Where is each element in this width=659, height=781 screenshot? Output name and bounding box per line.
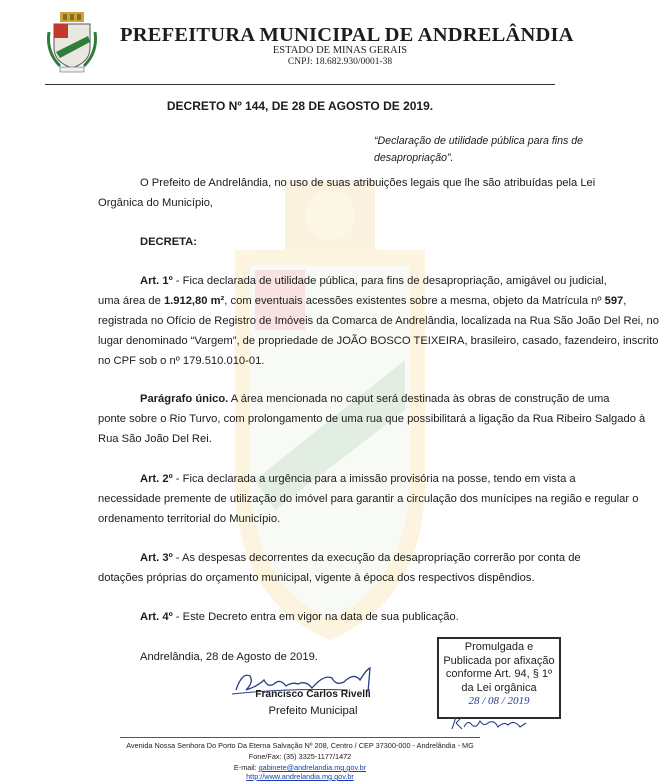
- art3-line: [140, 548, 581, 568]
- art1-line: lugar denominado “Vargem”, de propriedade de JOÃO BOSCO TEIXEIRA, brasileiro, casado, fazendeiro, inscrito: [98, 335, 659, 347]
- art1-text: , com eventuais acessões existentes sobre a mesma, objeto da Matrícula nº: [224, 295, 605, 307]
- art1-line: registrada no Ofício de Registro de Imóveis da Comarca de Andrelândia, localizada na Rua São João Del Rei, no: [98, 315, 659, 327]
- art2-label: Art. 2º: [140, 473, 173, 485]
- paragraph-text: A área mencionada no caput será destinada às obras de construção de uma: [228, 393, 610, 405]
- header-divider: [45, 84, 555, 85]
- stamp-date: 28 / 08 / 2019: [468, 695, 530, 707]
- preamble-line: Orgânica do Município,: [98, 197, 214, 209]
- footer-address: Avenida Nossa Senhora Do Porto Da Eterna Salvação Nº 208, Centro / CEP 37300-000 - Andrelândia - MG: [126, 741, 474, 750]
- art2-line: necessidade premente de utilização do imóvel para garantir a circulação dos munícipes na região e regular o: [98, 493, 639, 505]
- art1-label: Art. 1º: [140, 275, 173, 287]
- art2-text: - Fica declarada a urgência para a imissão provisória na posse, tendo em vista a: [172, 473, 576, 485]
- art2-line: ordenamento territorial do Município.: [98, 513, 281, 525]
- paragraph-line: [140, 389, 610, 409]
- decreta-heading: DECRETA:: [140, 236, 197, 248]
- footer-site-line: [0, 772, 600, 781]
- footer-email-link[interactable]: gabinete@andrelandia.mg.gov.br: [258, 763, 367, 772]
- art3-label: Art. 3º: [140, 552, 173, 564]
- epigraph-line: “Declaração de utilidade pública para fins de: [374, 135, 584, 147]
- art1-line: [140, 271, 607, 291]
- signer-name: Francisco Carlos Rivelli: [255, 689, 371, 700]
- art1-matricula-value: 597: [604, 295, 624, 307]
- footer-email-label: E-mail:: [233, 763, 259, 772]
- stamp-line: Publicada por afixação: [443, 654, 555, 667]
- art1-area-value: 1.912,80 m²: [163, 295, 225, 307]
- footer-site-link[interactable]: http://www.andrelandia.mg.gov.br: [246, 772, 354, 781]
- paragraph-label: Parágrafo único.: [140, 393, 229, 405]
- art1-line: [98, 291, 626, 311]
- stamp-line: conforme Art. 94, § 1º: [445, 668, 553, 681]
- footer-email-line: [0, 763, 600, 772]
- decree-epigraph: [374, 133, 583, 167]
- art1-text: ,: [623, 295, 627, 307]
- art1-text: uma área de: [98, 295, 164, 307]
- place-date: Andrelândia, 28 de Agosto de 2019.: [140, 651, 318, 663]
- art4-text: - Este Decreto entra em vigor na data de sua publicação.: [172, 611, 459, 623]
- art4-label: Art. 4º: [140, 611, 173, 623]
- art1-line: no CPF sob o nº 179.510.010-01.: [98, 355, 265, 367]
- state-subtitle: ESTADO DE MINAS GERAIS: [272, 45, 408, 56]
- stamp-initials-icon: [450, 715, 530, 733]
- stamp-line: Promulgada e: [464, 641, 534, 653]
- art1-text: - Fica declarada de utilidade pública, para fins de desapropriação, amigável ou judicial,: [172, 275, 607, 287]
- art3-line: dotações próprias do orçamento municipal, vigente à época dos respectivos dispêndios.: [98, 572, 535, 584]
- decree-title: DECRETO Nº 144, DE 28 DE AGOSTO DE 2019.: [166, 99, 434, 113]
- cnpj-line: CNPJ: 18.682.930/0001-38: [287, 57, 393, 67]
- stamp-line: da Lei orgânica: [461, 681, 537, 694]
- publication-stamp: [437, 637, 561, 719]
- footer-divider: [120, 737, 480, 738]
- art4-line: [140, 607, 459, 627]
- epigraph-line: desapropriação”.: [374, 152, 454, 164]
- municipal-crest-icon: [46, 12, 98, 74]
- art2-line: [140, 469, 576, 489]
- paragraph-line: Rua São João Del Rei.: [98, 433, 212, 445]
- signer-role: Prefeito Municipal: [268, 705, 358, 717]
- art3-text: - As despesas decorrentes da execução da desapropriação correrão por conta de: [172, 552, 581, 564]
- paragraph-line: ponte sobre o Rio Turvo, com prolongamento de uma rua que possibilitará a ligação da Rua Ribeiro Salgado à: [98, 413, 646, 425]
- footer-phone: Fone/Fax: (35) 3325-1177/1472: [248, 752, 352, 761]
- page-title: PREFEITURA MUNICIPAL DE ANDRELÂNDIA: [120, 24, 574, 46]
- preamble-line: O Prefeito de Andrelândia, no uso de suas atribuições legais que lhe são atribuídas pela Lei: [140, 177, 596, 189]
